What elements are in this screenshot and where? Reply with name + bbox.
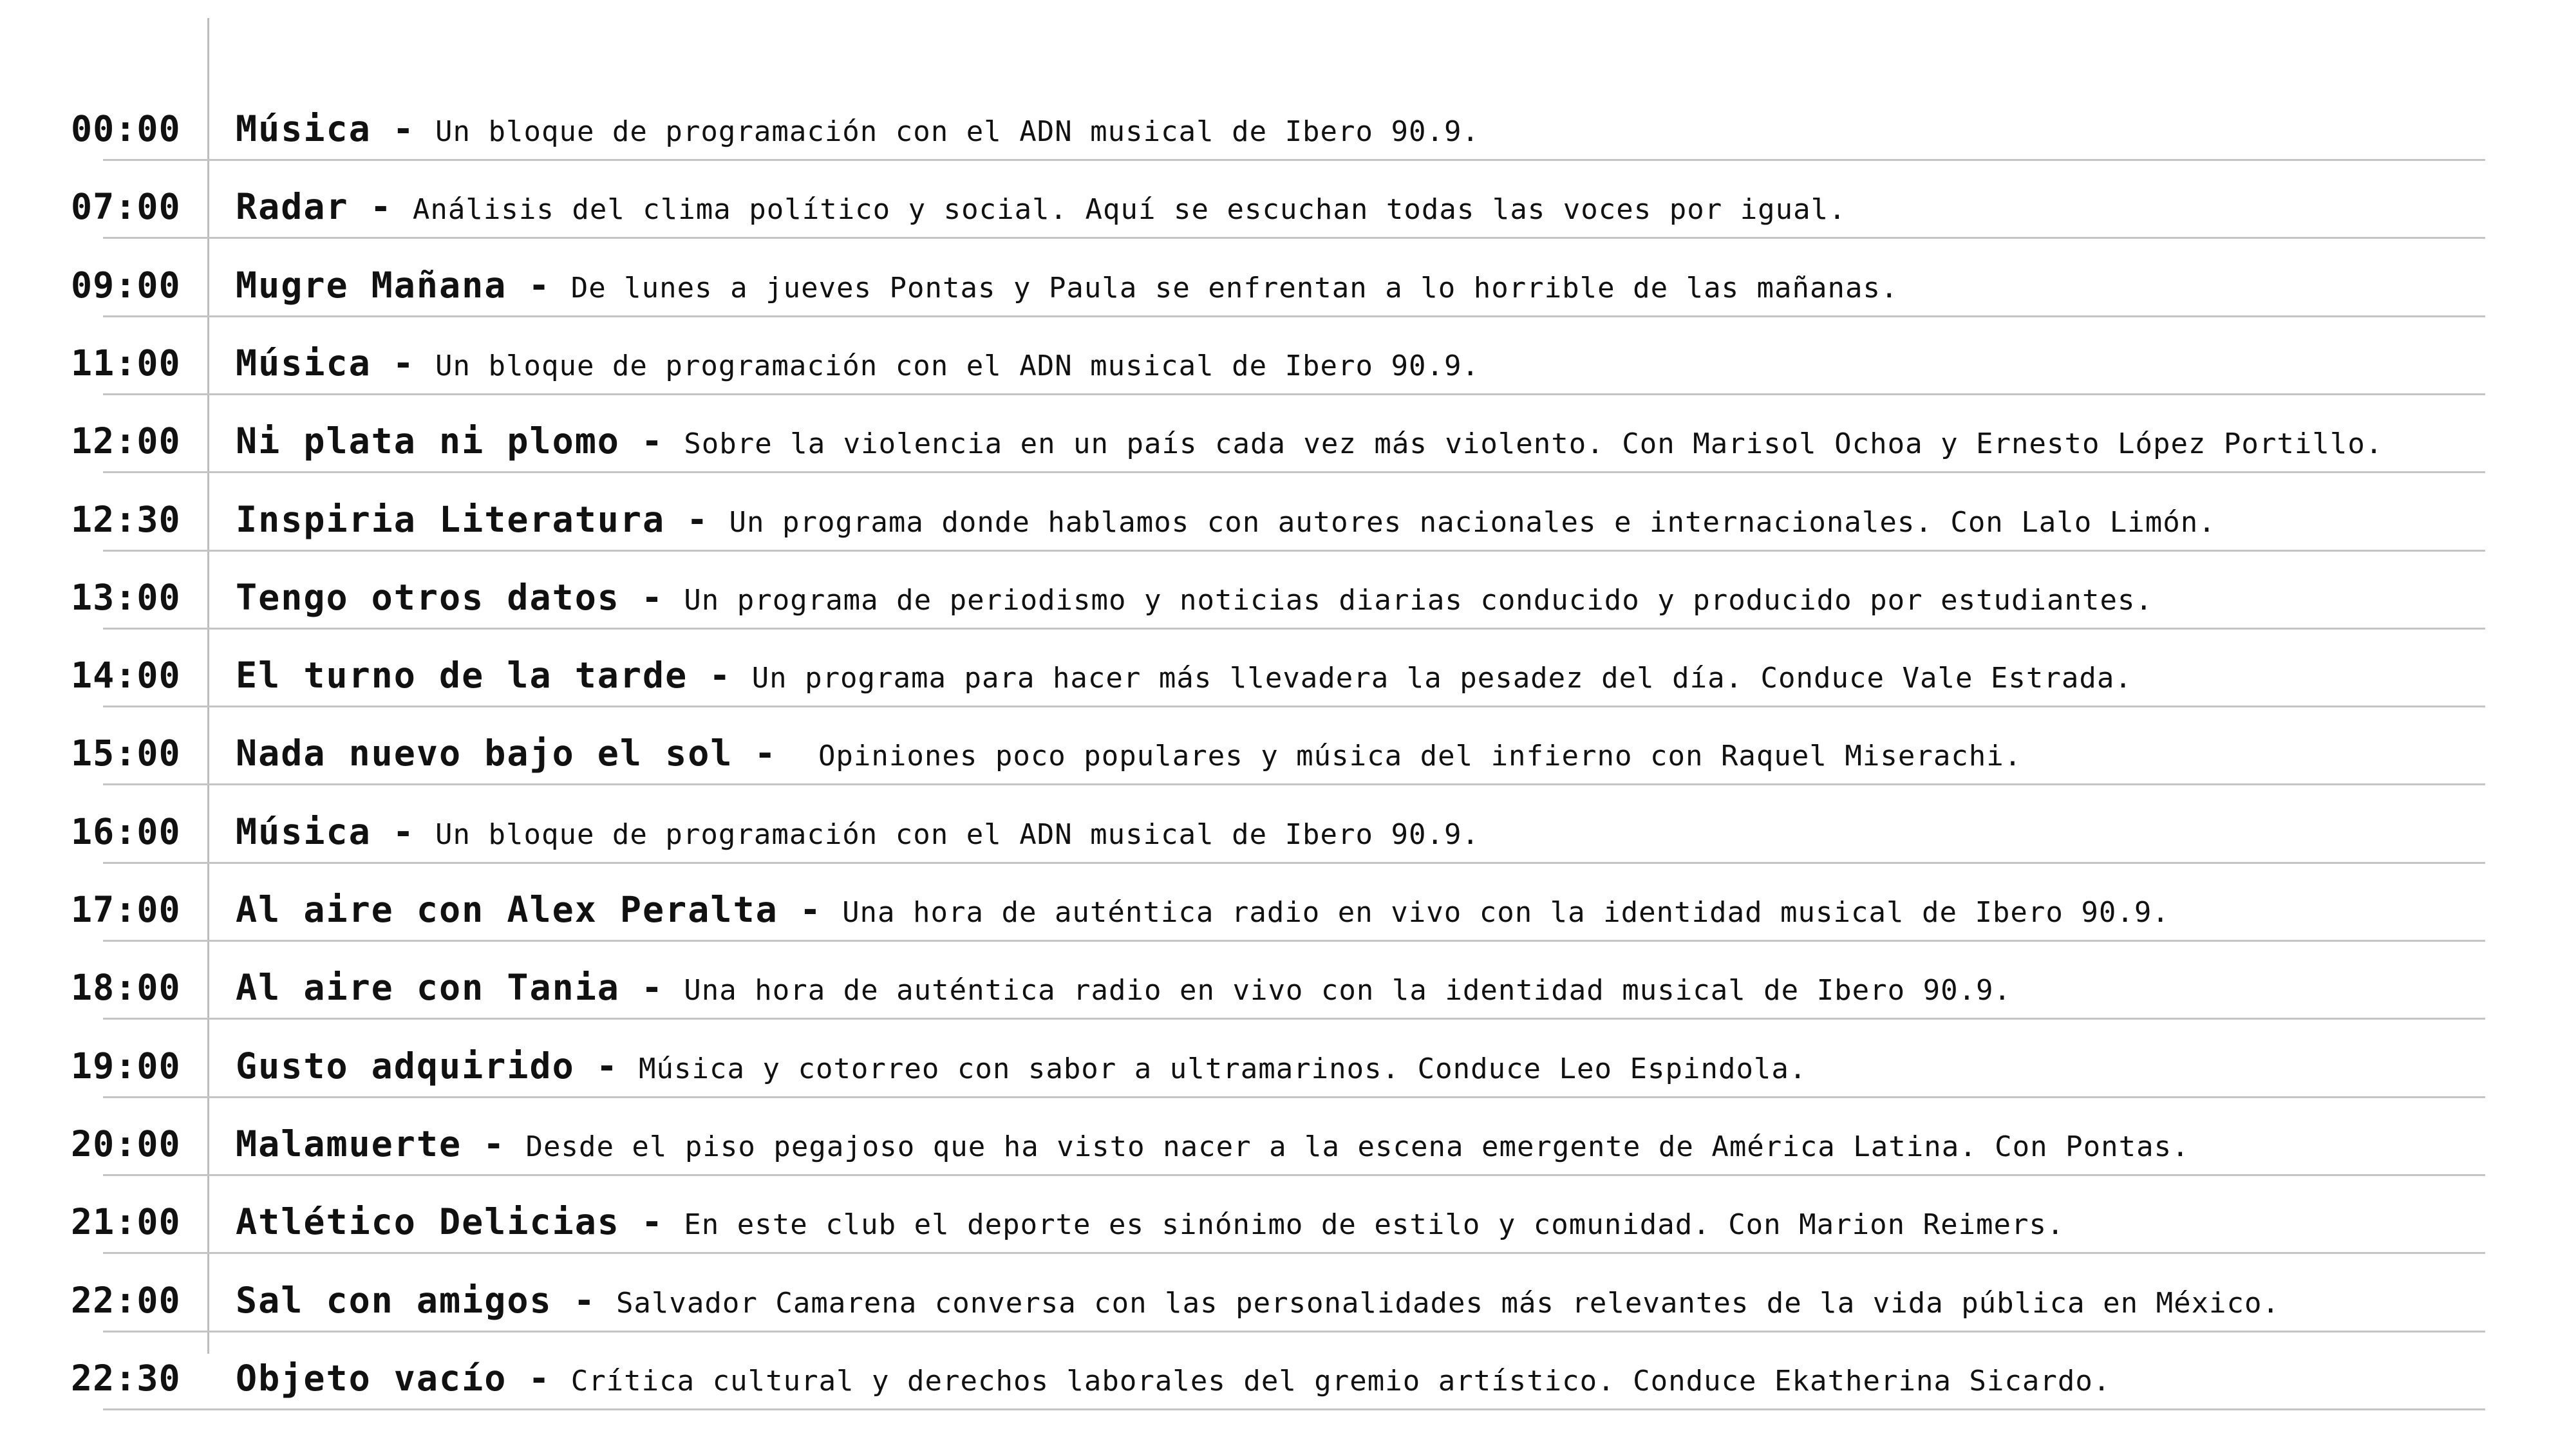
row-divider	[103, 471, 2485, 473]
program-title: Al aire con Alex Peralta	[236, 889, 778, 930]
row-divider	[103, 706, 2485, 707]
schedule-entry	[236, 1123, 2190, 1164]
schedule-entry	[236, 1045, 1807, 1087]
program-title: Atlético Delicias	[236, 1201, 620, 1243]
schedule-entry	[236, 655, 2132, 696]
schedule-row	[0, 1191, 2576, 1269]
program-description: Un programa para hacer más llevadera la pesadez del día. Conduce Vale Estrada.	[751, 662, 2132, 695]
schedule-time: 21:00	[71, 1201, 181, 1243]
schedule-entry	[236, 1280, 2280, 1321]
schedule-row	[0, 566, 2576, 644]
title-separator: -	[507, 1357, 571, 1399]
schedule-time: 07:00	[71, 186, 181, 228]
title-separator: -	[552, 1279, 616, 1321]
title-separator: -	[619, 1201, 684, 1243]
row-divider	[103, 1331, 2485, 1332]
row-divider	[103, 550, 2485, 552]
schedule-time: 09:00	[71, 264, 181, 306]
title-separator: -	[778, 889, 843, 930]
title-separator: -	[507, 264, 571, 306]
program-description: Sobre la violencia en un país cada vez más violento. Con Marisol Ochoa y Ernesto López Portillo.	[684, 427, 2383, 461]
schedule-entry	[236, 499, 2216, 540]
program-description: Un programa de periodismo y noticias diarias conducido y producido por estudiantes.	[684, 583, 2153, 617]
schedule-row	[0, 644, 2576, 722]
program-description: Un bloque de programación con el ADN musical de Ibero 90.9.	[435, 349, 1480, 382]
schedule-entry	[236, 1201, 2065, 1242]
program-title: Gusto adquirido	[236, 1045, 575, 1087]
schedule-row	[0, 176, 2576, 254]
schedule-entry	[236, 108, 1480, 149]
program-description: Un programa donde hablamos con autores nacionales e internacionales. Con Lalo Limón.	[729, 505, 2216, 539]
schedule-entry	[236, 265, 1898, 306]
program-description: Un bloque de programación con el ADN musical de Ibero 90.9.	[435, 115, 1480, 148]
title-separator: -	[462, 1123, 526, 1164]
schedule-entry	[236, 733, 2022, 774]
row-divider	[103, 237, 2485, 239]
schedule-entry	[236, 967, 2011, 1008]
program-description: Análisis del clima político y social. Aquí se escuchan todas las voces por igual.	[412, 193, 1847, 227]
title-separator: -	[733, 733, 818, 774]
program-description: Un bloque de programación con el ADN musical de Ibero 90.9.	[435, 818, 1480, 851]
program-description: Música y cotorreo con sabor a ultramarinos. Conduce Leo Espindola.	[639, 1052, 1807, 1085]
schedule-entry	[236, 1358, 2111, 1399]
schedule-entry	[236, 811, 1480, 852]
title-separator: -	[348, 186, 413, 228]
schedule-time: 11:00	[71, 342, 181, 384]
program-description: Desde el piso pegajoso que ha visto nacer a la escena emergente de América Latina. Con Pontas.	[525, 1130, 2190, 1163]
program-title: El turno de la tarde	[236, 655, 688, 696]
title-separator: -	[371, 108, 436, 149]
schedule-time: 22:00	[71, 1279, 181, 1321]
schedule-time: 12:00	[71, 420, 181, 462]
title-separator: -	[371, 342, 436, 384]
program-title: Objeto vacío	[236, 1357, 507, 1399]
program-title: Mugre Mañana	[236, 264, 507, 306]
schedule-time: 18:00	[71, 967, 181, 1009]
row-divider	[103, 315, 2485, 317]
schedule-time: 14:00	[71, 655, 181, 696]
program-description: En este club el deporte es sinónimo de estilo y comunidad. Con Marion Reimers.	[684, 1208, 2065, 1242]
schedule-entry	[236, 420, 2383, 462]
schedule-time: 19:00	[71, 1045, 181, 1087]
schedule-time: 15:00	[71, 733, 181, 774]
row-divider	[103, 1018, 2485, 1020]
program-description: Opiniones poco populares y música del infierno con Raquel Miserachi.	[818, 740, 2022, 773]
schedule-time: 13:00	[71, 576, 181, 618]
schedule-entry	[236, 186, 1847, 227]
schedule-entry	[236, 577, 2153, 618]
schedule-row	[0, 879, 2576, 957]
row-divider	[103, 1096, 2485, 1098]
title-separator: -	[665, 498, 729, 540]
schedule-row	[0, 801, 2576, 879]
program-title: Música	[236, 810, 371, 852]
schedule-row	[0, 332, 2576, 410]
row-divider	[103, 1408, 2485, 1410]
schedule-time: 22:30	[71, 1357, 181, 1399]
title-separator: -	[619, 576, 684, 618]
schedule-time: 17:00	[71, 889, 181, 930]
row-divider	[103, 783, 2485, 785]
program-title: Música	[236, 108, 371, 149]
schedule-row	[0, 98, 2576, 176]
program-description: De lunes a jueves Pontas y Paula se enfrentan a lo horrible de las mañanas.	[570, 271, 1899, 304]
schedule-time: 12:30	[71, 498, 181, 540]
row-divider	[103, 393, 2485, 395]
row-divider	[103, 940, 2485, 942]
program-title: Radar	[236, 186, 349, 228]
schedule-time: 20:00	[71, 1123, 181, 1164]
program-description: Una hora de auténtica radio en vivo con la identidad musical de Ibero 90.9.	[684, 974, 2012, 1007]
program-description: Salvador Camarena conversa con las personalidades más relevantes de la vida pública en México.	[616, 1286, 2280, 1320]
row-divider	[103, 159, 2485, 161]
program-title: Música	[236, 342, 371, 384]
row-divider	[103, 628, 2485, 630]
schedule-entry	[236, 889, 2170, 930]
program-title: Sal con amigos	[236, 1279, 552, 1321]
title-separator: -	[371, 810, 436, 852]
schedule-row	[0, 410, 2576, 488]
program-description: Crítica cultural y derechos laborales del gremio artístico. Conduce Ekatherina Sicardo.	[570, 1364, 2111, 1398]
program-title: Al aire con Tania	[236, 967, 620, 1009]
title-separator: -	[688, 655, 752, 696]
schedule-row	[0, 254, 2576, 332]
schedule-entry	[236, 342, 1480, 384]
schedule-row	[0, 957, 2576, 1034]
program-title: Malamuerte	[236, 1123, 462, 1164]
schedule-time: 16:00	[71, 810, 181, 852]
program-title: Ni plata ni plomo	[236, 420, 620, 462]
program-title: Tengo otros datos	[236, 576, 620, 618]
title-separator: -	[619, 967, 684, 1009]
row-divider	[103, 862, 2485, 864]
row-divider	[103, 1252, 2485, 1254]
schedule-row	[0, 1113, 2576, 1191]
title-separator: -	[574, 1045, 639, 1087]
schedule-row	[0, 722, 2576, 800]
program-description: Una hora de auténtica radio en vivo con la identidad musical de Ibero 90.9.	[842, 896, 2170, 929]
program-title: Inspiria Literatura	[236, 498, 666, 540]
schedule-row	[0, 1269, 2576, 1347]
schedule-row	[0, 489, 2576, 566]
schedule-row	[0, 1035, 2576, 1113]
schedule-row	[0, 1347, 2576, 1425]
program-title: Nada nuevo bajo el sol	[236, 733, 733, 774]
schedule-time: 00:00	[71, 108, 181, 149]
title-separator: -	[619, 420, 684, 462]
row-divider	[103, 1174, 2485, 1176]
